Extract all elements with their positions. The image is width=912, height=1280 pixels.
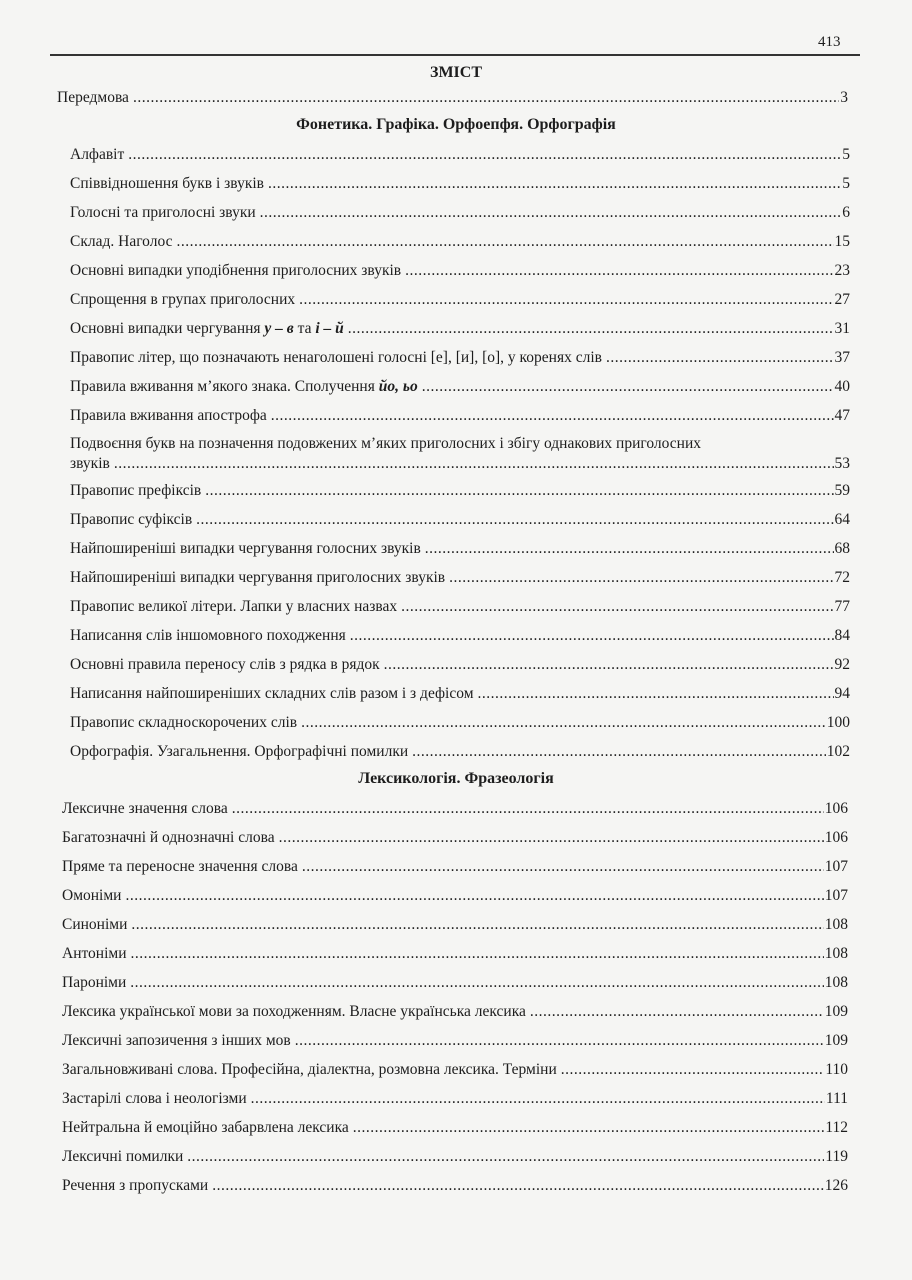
entry-title-part: Найпоширеніші випадки чергування приголосних звуків: [70, 569, 446, 586]
entry-page: 37: [834, 349, 850, 366]
dot-leader: [125, 886, 823, 906]
entry-title: [62, 828, 275, 848]
dot-leader: [131, 944, 824, 964]
entry-title-part: та: [293, 320, 316, 337]
entry-title-part: Співвідношення букв і звуків: [70, 175, 264, 192]
entry-title-emphasis: йо, ьо: [378, 378, 418, 395]
entry-page: 109: [824, 1032, 848, 1049]
entry-page: 59: [834, 482, 850, 499]
entry-title-part: Правопис великої літери. Лапки у власних назвах: [70, 598, 398, 615]
entry-title-part: Правила вживання апострофа: [70, 407, 267, 424]
entry-page: 107: [824, 887, 848, 904]
dot-leader: [232, 799, 824, 819]
toc-title: ЗМІСТ: [430, 64, 482, 81]
toc-entry[interactable]: [70, 430, 850, 476]
toc-entry[interactable]: [70, 708, 850, 737]
entry-title-part: Лексика української мови за походженням. Власне українська лексика: [62, 1003, 526, 1020]
entry-title-part: Орфографія. Узагальнення. Орфографічні помилки: [70, 743, 409, 760]
entry-title-part: Синоніми: [62, 916, 128, 933]
dot-leader: [187, 1147, 824, 1167]
dot-leader: [348, 319, 834, 339]
entry-title-part: Лексичні запозичення з інших мов: [62, 1032, 291, 1049]
entry-title: [70, 406, 267, 426]
dot-leader: [299, 290, 833, 310]
entry-page: 100: [826, 714, 850, 731]
dot-leader: [205, 481, 833, 501]
entry-page: 5: [842, 146, 850, 163]
entry-title-part: Правопис складноскорочених слів: [70, 714, 298, 731]
toc-entry[interactable]: [70, 621, 850, 650]
entry-title: [70, 597, 397, 617]
dot-leader: [279, 828, 824, 848]
entry-title-part: Загальновживані слова. Професійна, діалектна, розмовна лексика. Терміни: [62, 1061, 557, 1078]
entry-title-part: звуків: [70, 455, 110, 472]
dot-leader: [251, 1089, 825, 1109]
entry-title: [62, 886, 121, 906]
dot-leader: [478, 684, 834, 704]
entry-page: 77: [834, 598, 850, 615]
entry-title: [70, 713, 297, 733]
entry-title: [70, 174, 264, 194]
entry-title-part: Омоніми: [62, 887, 122, 904]
entry-title: [62, 1089, 247, 1109]
toc-entry[interactable]: [62, 968, 848, 997]
entry-page: 110: [825, 1061, 848, 1078]
entry-title-line1: Подвоєння букв на позначення подовжених м’яких приголосних і збігу однакових приголосних: [70, 435, 702, 452]
section-heading-lexicology: Лексикологія. Фразеологія: [358, 770, 554, 787]
entry-page: 68: [834, 540, 850, 557]
dot-leader: [353, 1118, 825, 1138]
entry-page: 3: [840, 89, 848, 106]
toc-entry[interactable]: [62, 852, 848, 881]
entry-page: 111: [825, 1090, 848, 1107]
entry-title: [62, 857, 298, 877]
dot-leader: [133, 88, 839, 108]
toc-entry[interactable]: [70, 563, 850, 592]
entry-title: [62, 915, 127, 935]
entry-page: 72: [834, 569, 850, 586]
toc-entry-preface[interactable]: [57, 83, 848, 112]
dot-leader: [268, 174, 841, 194]
entry-page: 47: [834, 407, 850, 424]
toc-entry[interactable]: [62, 1113, 848, 1142]
entry-title-part: Алфавіт: [70, 146, 125, 163]
entry-title: [70, 261, 401, 281]
entry-title: [70, 742, 408, 762]
toc-entry[interactable]: [70, 679, 850, 708]
entry-page: 94: [834, 685, 850, 702]
dot-leader: [561, 1060, 825, 1080]
entry-title-part: Правопис літер, що позначають ненаголошені голосні [е], [и], [о], у коренях слів: [70, 349, 602, 366]
entry-page: 112: [825, 1119, 848, 1136]
toc-entry[interactable]: [70, 372, 850, 401]
entry-page: 84: [834, 627, 850, 644]
entry-page: 92: [834, 656, 850, 673]
entry-title-part: Основні правила переносу слів з рядка в рядок: [70, 656, 380, 673]
entry-page: 109: [824, 1003, 848, 1020]
toc-entry[interactable]: [62, 997, 848, 1026]
dot-leader: [271, 406, 834, 426]
toc-entry[interactable]: [70, 650, 850, 679]
entry-title-part: Спрощення в групах приголосних: [70, 291, 296, 308]
entry-title: [70, 684, 474, 704]
toc-entry[interactable]: [70, 256, 850, 285]
dot-leader: [350, 626, 834, 646]
entry-title-part: Написання слів іншомовного походження: [70, 627, 346, 644]
entry-title-part: Пароніми: [62, 974, 127, 991]
entry-title-part: Лексичні помилки: [62, 1148, 184, 1165]
entry-title: [70, 319, 344, 339]
toc-entry[interactable]: [70, 140, 850, 169]
section-heading-phonetics: Фонетика. Графіка. Орфоепфя. Орфографія: [296, 116, 616, 133]
dot-leader: [130, 973, 823, 993]
entry-title-part: Правопис суфіксів: [70, 511, 193, 528]
entry-title-part: Антоніми: [62, 945, 127, 962]
entry-page: 107: [824, 858, 848, 875]
entry-title: [70, 290, 295, 310]
entry-page: 126: [824, 1177, 848, 1194]
entry-page: 15: [834, 233, 850, 250]
entry-page: 119: [825, 1148, 848, 1165]
toc-entry[interactable]: [62, 881, 848, 910]
entry-title: [62, 1002, 526, 1022]
dot-leader: [212, 1176, 824, 1196]
entry-title-emphasis: у – в: [264, 320, 294, 337]
entry-title: [70, 348, 602, 368]
section-list-phonetics: [70, 140, 850, 766]
entry-title-part: Речення з пропусками: [62, 1177, 209, 1194]
entry-page: 6: [842, 204, 850, 221]
dot-leader: [260, 203, 842, 223]
toc-entry[interactable]: [62, 1055, 848, 1084]
toc-entry[interactable]: [70, 285, 850, 314]
dot-leader: [384, 655, 834, 675]
entry-title: Передмова: [57, 89, 129, 106]
toc-entry[interactable]: [70, 401, 850, 430]
entry-title-part: Багатозначні й однозначні слова: [62, 829, 275, 846]
toc-entry[interactable]: [62, 794, 848, 823]
entry-page: 106: [824, 829, 848, 846]
dot-leader: [606, 348, 834, 368]
entry-title: [70, 481, 201, 501]
entry-page: 23: [834, 262, 850, 279]
entry-title-part: Пряме та переносне значення слова: [62, 858, 298, 875]
entry-title-part: Застарілі слова і неологізми: [62, 1090, 247, 1107]
entry-page: 102: [826, 743, 850, 760]
page-number: 413: [818, 34, 841, 50]
entry-title: [70, 655, 380, 675]
entry-title: [62, 1060, 557, 1080]
preface-list: [57, 83, 848, 112]
dot-leader: [401, 597, 833, 617]
entry-title-part: Голосні та приголосні звуки: [70, 204, 256, 221]
entry-page: 108: [824, 974, 848, 991]
dot-leader: [405, 261, 833, 281]
entry-page: 40: [834, 378, 850, 395]
toc-entry[interactable]: [70, 314, 850, 343]
toc-entry[interactable]: [70, 737, 850, 766]
entry-title: [70, 539, 421, 559]
dot-leader: [422, 377, 834, 397]
entry-title: [62, 973, 126, 993]
entry-title-part: Правопис префіксів: [70, 482, 202, 499]
entry-page: 27: [834, 291, 850, 308]
dot-leader: [176, 232, 833, 252]
toc-entry[interactable]: [62, 939, 848, 968]
entry-title: [70, 377, 418, 397]
toc-entry[interactable]: [62, 1142, 848, 1171]
toc-entry[interactable]: [62, 1084, 848, 1113]
entry-title: [62, 1147, 183, 1167]
entry-title: [62, 944, 127, 964]
entry-title-part: Лексичне значення слова: [62, 800, 228, 817]
dot-leader: [114, 454, 834, 474]
toc-entry[interactable]: [62, 1171, 848, 1200]
entry-title: [62, 1176, 208, 1196]
entry-title: [62, 1031, 291, 1051]
toc-entry[interactable]: [70, 198, 850, 227]
entry-title-part: Нейтральна й емоційно забарвлена лексика: [62, 1119, 349, 1136]
toc-entry[interactable]: [70, 476, 850, 505]
toc-entry[interactable]: [70, 227, 850, 256]
dot-leader: [302, 857, 824, 877]
dot-leader: [128, 145, 841, 165]
toc-entry[interactable]: [70, 343, 850, 372]
dot-leader: [196, 510, 833, 530]
entry-title-part: Склад. Наголос: [70, 233, 173, 250]
dot-leader: [530, 1002, 824, 1022]
entry-page: 108: [824, 945, 848, 962]
toc-body: [0, 63, 912, 1200]
section-list-lexicology: [62, 794, 848, 1200]
toc-entry[interactable]: [62, 910, 848, 939]
entry-page: 5: [842, 175, 850, 192]
dot-leader: [412, 742, 826, 762]
entry-page: 108: [824, 916, 848, 933]
dot-leader: [425, 539, 834, 559]
dot-leader: [301, 713, 826, 733]
entry-title-part: Написання найпоширеніших складних слів разом і з дефісом: [70, 685, 474, 702]
entry-title: [70, 626, 346, 646]
dot-leader: [449, 568, 833, 588]
toc-entry[interactable]: [70, 169, 850, 198]
entry-title: [70, 232, 172, 252]
entry-title: [70, 510, 192, 530]
entry-page: 106: [824, 800, 848, 817]
entry-page: 31: [834, 320, 850, 337]
entry-title: [62, 799, 228, 819]
entry-title-part: Основні випадки чергування: [70, 320, 265, 337]
entry-page: 53: [834, 455, 850, 472]
entry-title: [70, 568, 445, 588]
entry-title-part: Найпоширеніші випадки чергування голосних звуків: [70, 540, 421, 557]
entry-title: [70, 145, 124, 165]
entry-page: 64: [834, 511, 850, 528]
entry-title: [62, 1118, 349, 1138]
toc-entry[interactable]: [70, 505, 850, 534]
entry-title: [70, 203, 256, 223]
dot-leader: [131, 915, 823, 935]
toc-entry[interactable]: [70, 592, 850, 621]
dot-leader: [295, 1031, 824, 1051]
header-rule: [50, 54, 860, 56]
toc-entry[interactable]: [62, 1026, 848, 1055]
entry-title: [70, 454, 110, 474]
toc-entry[interactable]: [70, 534, 850, 563]
entry-title-emphasis: і – й: [315, 320, 344, 337]
entry-title-part: Основні випадки уподібнення приголосних звуків: [70, 262, 402, 279]
toc-entry[interactable]: [62, 823, 848, 852]
entry-title-part: Правила вживання м’якого знака. Сполучення: [70, 378, 379, 395]
